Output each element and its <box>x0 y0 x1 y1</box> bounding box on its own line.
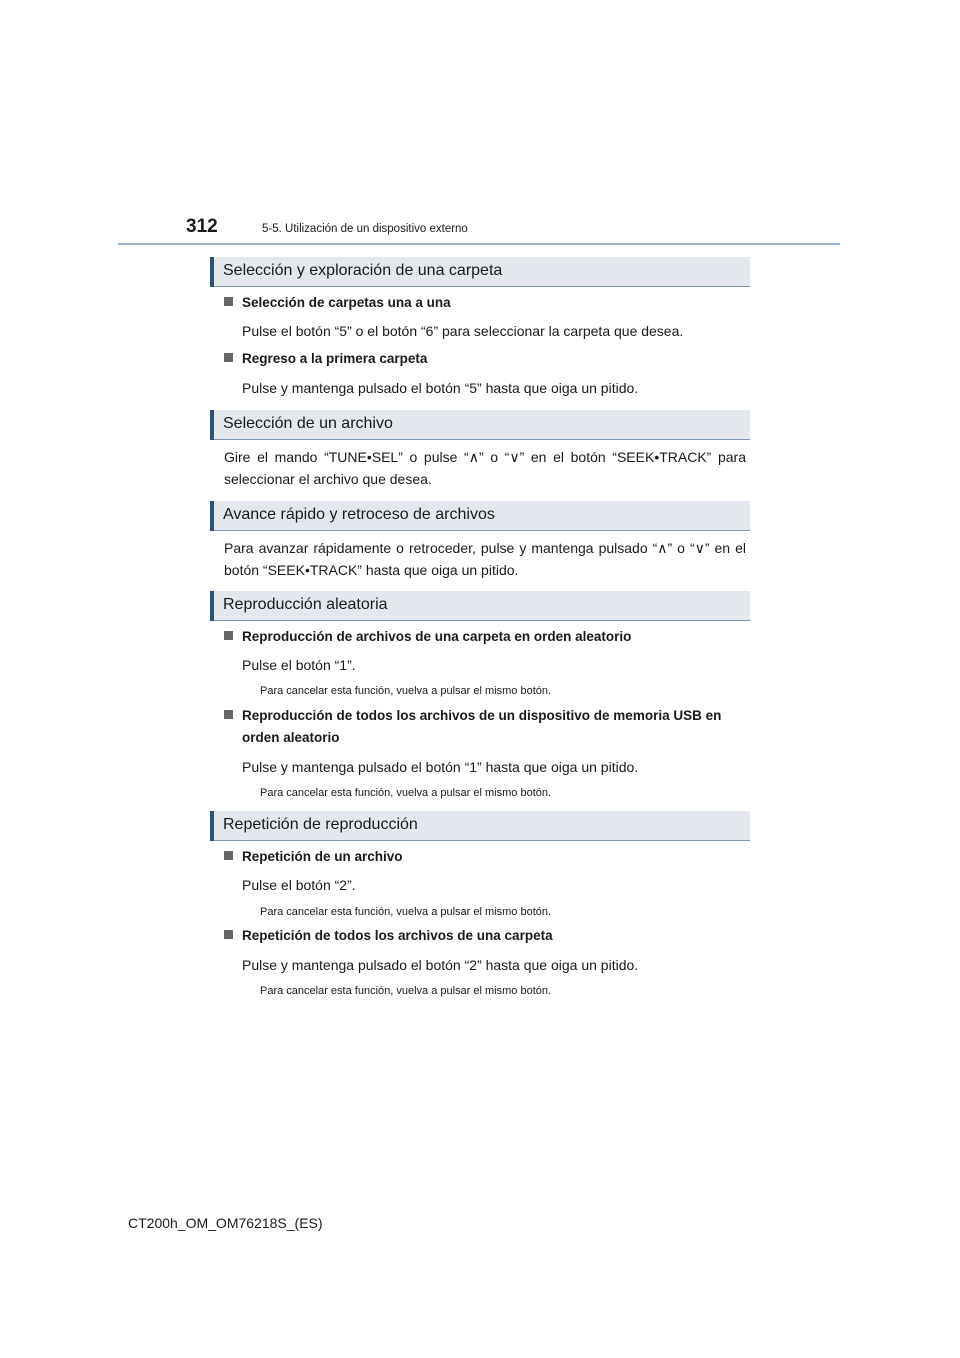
section-paragraph: Gire el mando “TUNE•SEL” o pulse “∧” o “∨” en el botón “SEEK•TRACK” para seleccionar el archivo que desea. <box>224 449 746 487</box>
item-title-first-folder <box>224 348 427 370</box>
square-bullet-icon <box>224 851 233 860</box>
item-note: Para cancelar esta función, vuelva a pulsar el mismo botón. <box>260 906 552 918</box>
item-title-continuation: orden aleatorio <box>242 730 340 745</box>
running-header: 5-5. Utilización de un dispositivo externo <box>262 223 468 235</box>
page-number: 312 <box>186 216 218 237</box>
item-title-repeat-file <box>224 846 403 868</box>
item-title-random-folder <box>224 626 631 648</box>
item-text: Pulse el botón “5” o el botón “6” para seleccionar la carpeta que desea. <box>242 323 684 339</box>
section-heading-label: Avance rápido y retroceso de archivos <box>223 506 495 523</box>
item-note: Para cancelar esta función, vuelva a pulsar el mismo botón. <box>260 787 552 799</box>
item-title-text: Repetición de un archivo <box>242 849 403 864</box>
square-bullet-icon <box>224 297 233 306</box>
section-heading-file <box>210 410 750 440</box>
section-paragraph: Para avanzar rápidamente o retroceder, pulse y mantenga pulsado “∧” o “∨” en el botón “SEEK•TRACK” hasta que oiga un pitido. <box>224 540 746 578</box>
item-title-repeat-folder <box>224 925 553 947</box>
item-text: Pulse y mantenga pulsado el botón “1” hasta que oiga un pitido. <box>242 759 639 775</box>
item-note: Para cancelar esta función, vuelva a pulsar el mismo botón. <box>260 985 552 997</box>
square-bullet-icon <box>224 710 233 719</box>
footer-document-code: CT200h_OM_OM76218S_(ES) <box>128 1215 323 1231</box>
item-text: Pulse y mantenga pulsado el botón “5” hasta que oiga un pitido. <box>242 380 639 396</box>
item-title-text: Reproducción de todos los archivos de un dispositivo de memoria USB en <box>242 708 722 723</box>
item-text: Pulse el botón “2”. <box>242 877 356 893</box>
item-text: Pulse y mantenga pulsado el botón “2” hasta que oiga un pitido. <box>242 957 639 973</box>
section-heading-repeat <box>210 811 750 841</box>
section-heading-label: Selección de un archivo <box>223 415 393 432</box>
item-title-folder-one-by-one <box>224 292 451 314</box>
item-title-text: Regreso a la primera carpeta <box>242 351 428 366</box>
section-heading-label: Repetición de reproducción <box>223 816 418 833</box>
item-text: Pulse el botón “1”. <box>242 657 356 673</box>
section-heading-random <box>210 591 750 621</box>
item-title-text: Repetición de todos los archivos de una carpeta <box>242 928 553 943</box>
section-heading-label: Reproducción aleatoria <box>223 596 388 613</box>
section-heading-fast <box>210 501 750 531</box>
square-bullet-icon <box>224 631 233 640</box>
square-bullet-icon <box>224 353 233 362</box>
header-rule <box>118 243 840 245</box>
item-note: Para cancelar esta función, vuelva a pulsar el mismo botón. <box>260 685 552 697</box>
item-title-text: Selección de carpetas una a una <box>242 295 451 310</box>
item-title-text: Reproducción de archivos de una carpeta en orden aleatorio <box>242 629 632 644</box>
section-heading-label: Selección y exploración de una carpeta <box>223 262 503 279</box>
section-heading-folder <box>210 257 750 287</box>
square-bullet-icon <box>224 930 233 939</box>
item-title-random-usb <box>224 705 721 749</box>
